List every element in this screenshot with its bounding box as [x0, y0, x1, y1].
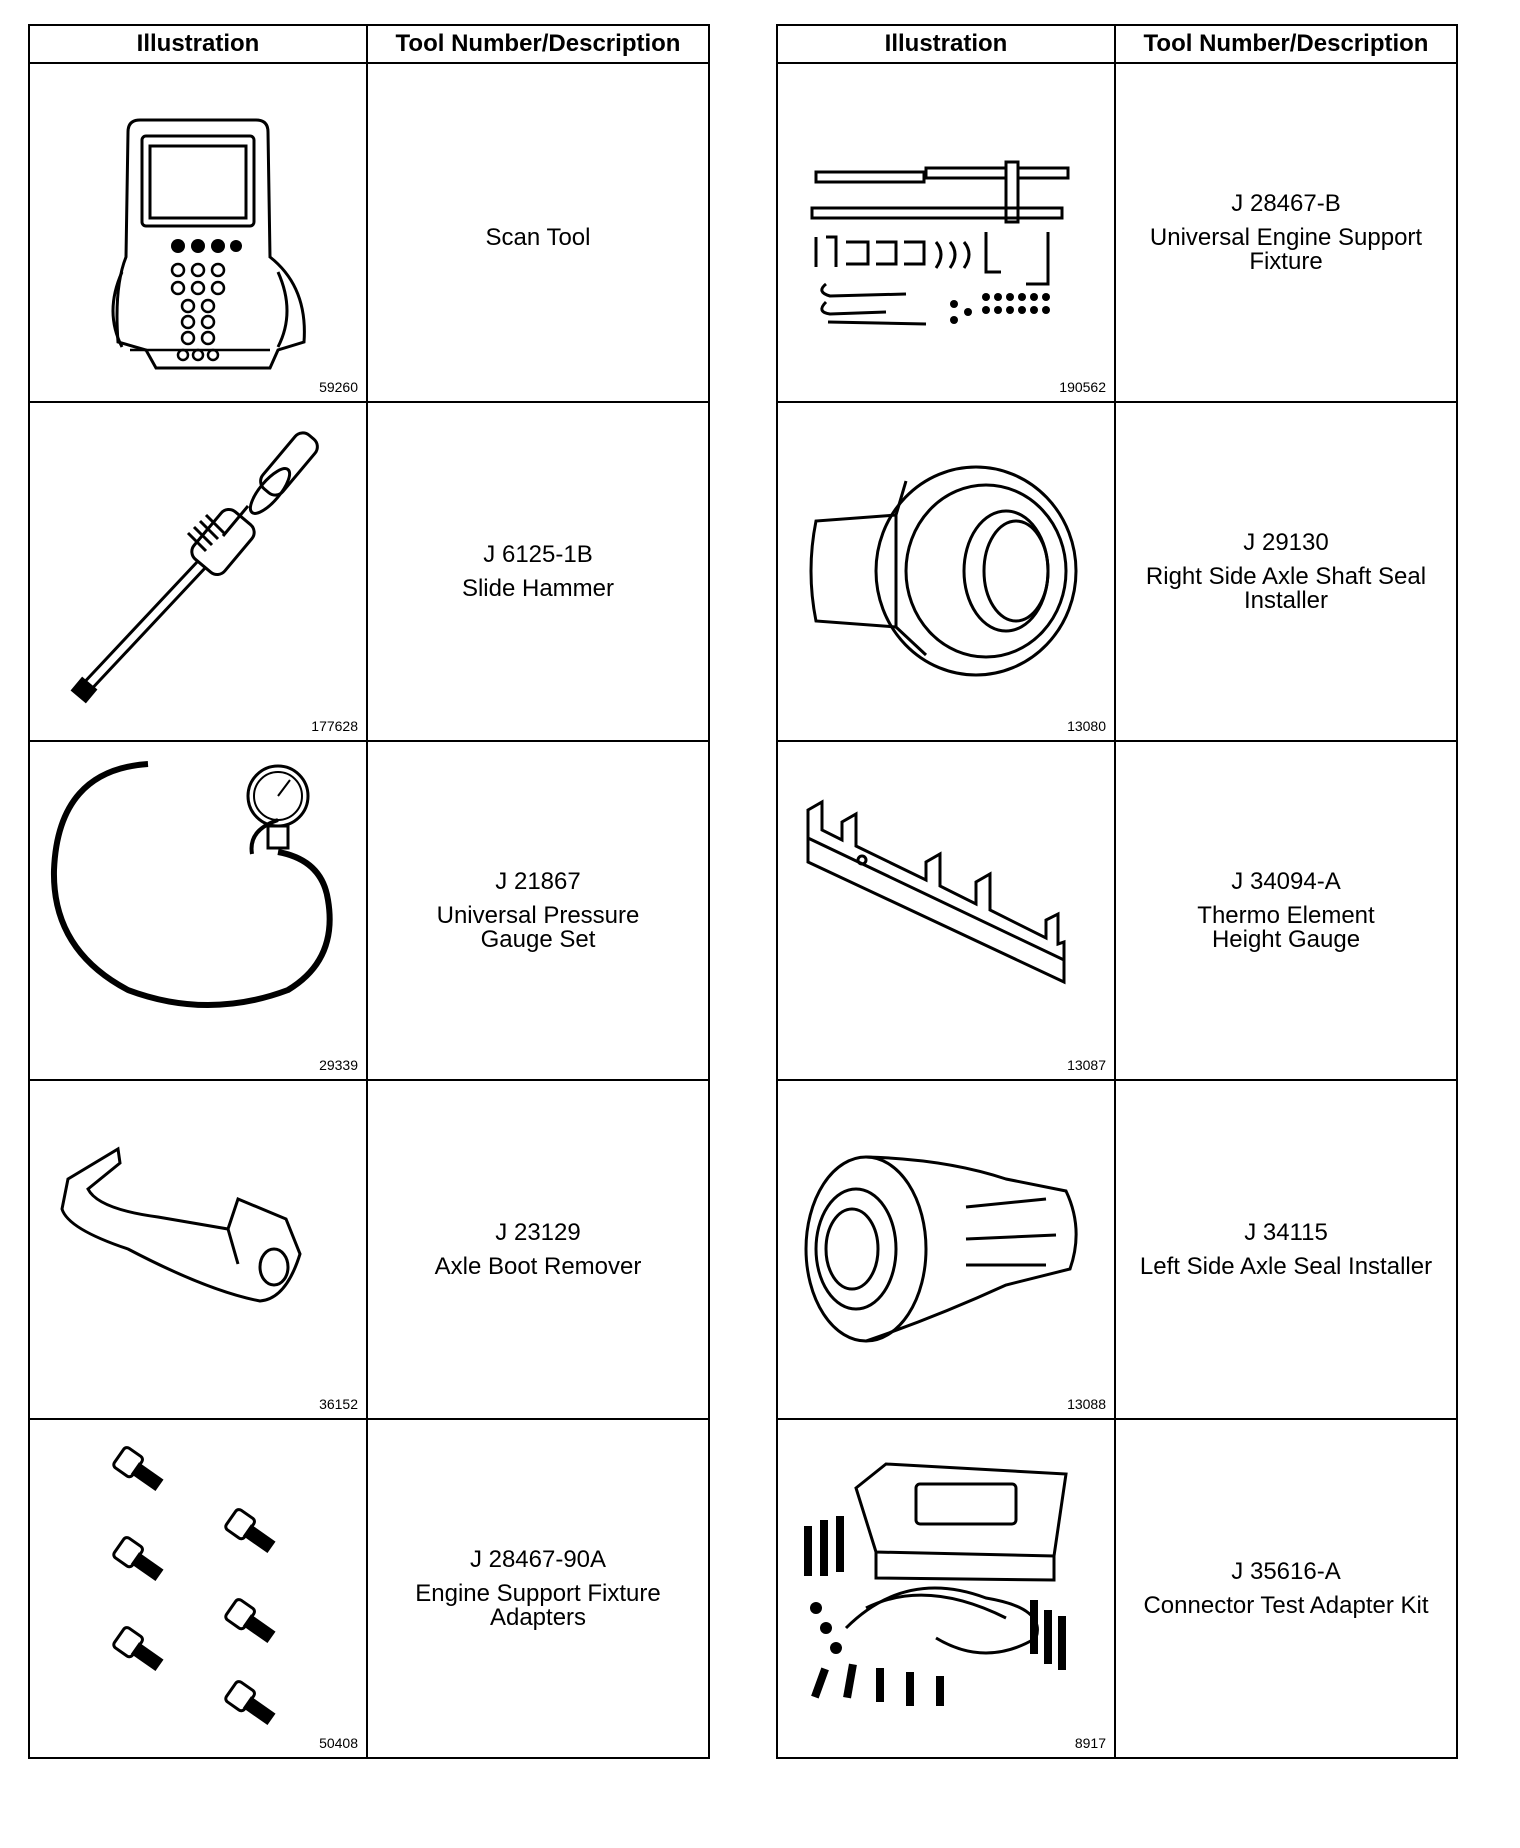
- figure-number: 59260: [319, 379, 358, 395]
- tool-row: [777, 1419, 1457, 1758]
- tool-name: Thermo Element Height Gauge: [1197, 901, 1375, 953]
- engine-support-fixture-icon: [786, 72, 1106, 372]
- axle-boot-remover-icon: [38, 1089, 358, 1389]
- illustration-cell: [29, 1419, 367, 1758]
- tool-name: Slide Hammer: [461, 574, 615, 602]
- figure-number: 190562: [1059, 379, 1106, 395]
- tool-name: Left Side Axle Seal Installer: [1139, 1252, 1433, 1280]
- tool-row: [29, 1419, 709, 1758]
- tool-name: Universal Pressure Gauge Set: [436, 901, 640, 953]
- figure-number: 177628: [311, 718, 358, 734]
- tool-row: [29, 1080, 709, 1419]
- fixture-adapters-icon: [38, 1428, 358, 1728]
- tool-name: Universal Engine Support Fixture: [1149, 223, 1423, 275]
- slide-hammer-icon: [38, 411, 358, 711]
- test-adapter-kit-icon: [786, 1428, 1106, 1728]
- figure-number: 13080: [1067, 718, 1106, 734]
- tool-name: Axle Boot Remover: [434, 1252, 642, 1280]
- tool-description-cell: [367, 1080, 709, 1419]
- header-row: [777, 25, 1457, 63]
- tool-description-cell: [1115, 1080, 1457, 1419]
- tools-table-left: [28, 24, 710, 1759]
- pressure-gauge-icon: [38, 750, 358, 1050]
- tool-number: J 23129: [495, 1218, 581, 1246]
- illustration-cell: [29, 402, 367, 741]
- tool-number: J 35616-A: [1231, 1557, 1341, 1585]
- tool-row: [777, 402, 1457, 741]
- tool-name: Right Side Axle Shaft Seal Installer: [1145, 562, 1427, 614]
- tool-description-cell: [1115, 63, 1457, 402]
- illustration-cell: [777, 402, 1115, 741]
- tool-name: Engine Support Fixture Adapters: [415, 1579, 661, 1631]
- tool-number: J 6125-1B: [483, 540, 593, 568]
- illustration-cell: [29, 1080, 367, 1419]
- figure-number: 8917: [1074, 1735, 1106, 1751]
- tool-row: [777, 741, 1457, 1080]
- tool-description-cell: [1115, 1419, 1457, 1758]
- figure-number: 13088: [1067, 1396, 1106, 1412]
- left-seal-installer-icon: [786, 1089, 1106, 1389]
- tool-number: J 28467-90A: [469, 1545, 607, 1573]
- seal-installer-icon: [786, 411, 1106, 711]
- tool-row: [777, 63, 1457, 402]
- tool-description-cell: [1115, 741, 1457, 1080]
- scan-tool-icon: [38, 72, 358, 372]
- illustration-cell: [29, 63, 367, 402]
- tool-description-header: Tool Number/Description: [1115, 25, 1457, 63]
- figure-number: 13087: [1067, 1057, 1106, 1073]
- tool-number: J 28467-B: [1231, 189, 1341, 217]
- figure-number: 29339: [319, 1057, 358, 1073]
- illustration-cell: [777, 1080, 1115, 1419]
- tool-description-cell: [1115, 402, 1457, 741]
- tool-row: [29, 741, 709, 1080]
- tool-name: Connector Test Adapter Kit: [1143, 1591, 1429, 1619]
- illustration-cell: [29, 741, 367, 1080]
- tool-number: J 21867: [495, 867, 581, 895]
- tool-description-cell: [367, 402, 709, 741]
- tool-number: J 34115: [1244, 1218, 1328, 1246]
- tool-description-header: Tool Number/Description: [367, 25, 709, 63]
- illustration-header: Illustration: [777, 25, 1115, 63]
- figure-number: 36152: [319, 1396, 358, 1412]
- height-gauge-icon: [786, 750, 1106, 1050]
- tool-description-cell: [367, 741, 709, 1080]
- illustration-cell: [777, 63, 1115, 402]
- tool-description-cell: [367, 63, 709, 402]
- illustration-header: Illustration: [29, 25, 367, 63]
- tools-table-right: [776, 24, 1458, 1759]
- tool-row: [777, 1080, 1457, 1419]
- tool-description-cell: [367, 1419, 709, 1758]
- tool-row: [29, 63, 709, 402]
- tool-number: J 29130: [1243, 528, 1329, 556]
- tool-name: Scan Tool: [485, 223, 591, 251]
- illustration-cell: [777, 1419, 1115, 1758]
- tool-number: J 34094-A: [1231, 867, 1341, 895]
- figure-number: 50408: [319, 1735, 358, 1751]
- tool-row: [29, 402, 709, 741]
- illustration-cell: [777, 741, 1115, 1080]
- header-row: [29, 25, 709, 63]
